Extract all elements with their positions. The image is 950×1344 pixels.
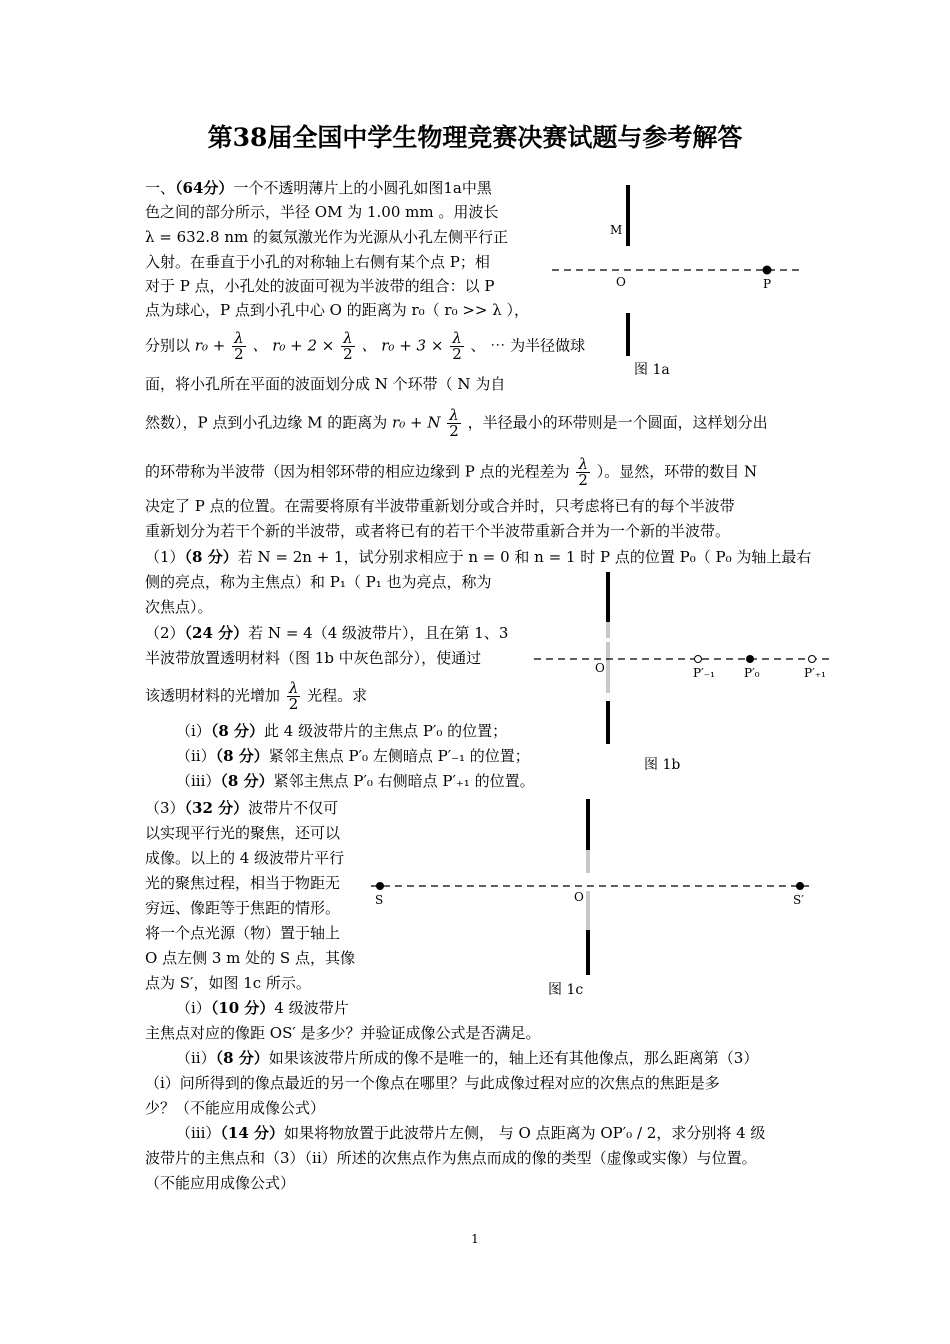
part3-line-1: （3）（32 分）波带片不仅可 [145,799,339,817]
figure-1c [365,795,815,1005]
q1-line-9: 然数），P 点到小孔边缘 M 的距离为 r₀ + N $\frac{\lambda}{2}$ ，半径最小的环带则是一个圆面，这样划分出 [145,406,768,440]
page-number: 1 [471,1232,479,1246]
part3-iii-line-1: （iii）（14 分）如果将物放置于此波带片左侧， 与 O 点距离为 OP′₀ / 2，求分别将 4 级 [176,1124,766,1142]
fig1a-label-m: M [610,223,623,237]
q1-line-2: 色之间的部分所示，半径 OM 为 1.00 mm 。用波长 [145,203,499,221]
fig1b-point-pm1 [695,656,702,663]
part3-line-2: 以实现平行光的聚焦，还可以 [145,824,341,842]
part2-line-3: 该透明材料的光增加 $\frac{\lambda}{2}$ 光程。求 [145,679,368,713]
part2-i: （i）（8 分）此 4 级波带片的主焦点 P′₀ 的位置； [176,722,508,740]
part1-line-3: 次焦点）。 [145,598,213,616]
q1-line-5: 对于 P 点，小孔处的波面可视为半波带的组合：以 P [145,277,495,295]
fig1b-point-p0 [746,655,754,663]
part1-line-1: （1）（8 分）若 N = 2n + 1，试分别求相应于 n = 0 和 n = 1 时 P 点的位置 P₀（ P₀ 为轴上最右 [145,548,812,566]
part3-ii-line-3: 少？（不能应用成像公式） [145,1099,326,1117]
q1-line-4: 入射。在垂直于小孔的对称轴上右侧有某个点 P；相 [145,253,490,271]
fig1a-label-p: P [763,277,772,291]
q1-line-6: 点为球心，P 点到小孔中心 O 的距离为 r₀（ r₀ >> λ ）， [145,301,530,319]
figure-1b [520,568,840,778]
q1-line-7: 分别以 r₀ + $\frac{\lambda}{2}$ 、 r₀ + 2 × $\frac{\lambda}{2}$ 、 r₀ + 3 × $\frac{\lambda}{2}$ 、 ⋯ 为半径做球 [145,329,586,363]
fig1c-point-s-prime [796,882,804,890]
fig1b-label-pp1: P′₊₁ [804,666,826,680]
figure-1a [540,180,820,380]
q1-line-8: 面，将小孔所在平面的波面划分成 N 个环带（ N 为自 [145,375,506,393]
q1-line-3: λ = 632.8 nm 的氦氖激光作为光源从小孔左侧平行正 [145,228,508,246]
fig1b-point-pp1 [809,656,816,663]
part3-i-line-2: 主焦点对应的像距 OS′ 是多少？并验证成像公式是否满足。 [145,1024,541,1042]
part2-line-2: 半波带放置透明材料（图 1b 中灰色部分），使通过 [145,649,482,667]
part3-ii-line-2: （i）问所得到的像点最近的另一个像点在哪里？与此成像过程对应的次焦点的焦距是多 [145,1074,720,1092]
part3-line-7: O 点左侧 3 m 处的 S 点，其像 [145,949,355,967]
fig1a-point-p [763,266,772,275]
part3-i-line-1: （i）（10 分）4 级波带片 [176,999,349,1017]
part3-line-8: 点为 S′，如图 1c 所示。 [145,974,311,992]
part3-line-3: 成像。以上的 4 级波带片平行 [145,849,345,867]
fig1c-caption: 图 1c [548,982,584,998]
fig1b-caption: 图 1b [644,757,681,773]
part3-iii-line-3: （不能应用成像公式） [145,1174,296,1192]
q1-line-12: 重新划分为若干个新的半波带，或者将已有的若干个半波带重新合并为一个新的半波带。 [145,522,731,540]
q1-line-11: 决定了 P 点的位置。在需要将原有半波带重新划分或合并时，只考虑将已有的每个半波带 [145,497,735,515]
fig1b-label-o: O [595,661,605,675]
part3-iii-line-2: 波带片的主焦点和（3）（ii）所述的次焦点作为焦点而成的像的类型（虚像或实像）与位置。 [145,1149,757,1167]
part3-line-4: 光的聚焦过程，相当于物距无 [145,874,341,892]
part2-ii: （ii）（8 分）紧邻主焦点 P′₀ 左侧暗点 P′₋₁ 的位置； [176,747,530,765]
part3-line-5: 穷远、像距等于焦距的情形。 [145,899,341,917]
fig1a-caption: 图 1a [634,362,670,378]
part2-line-1: （2）（24 分）若 N = 4（4 级波带片），且在第 1、3 [145,624,509,642]
fig1a-label-o: O [616,275,626,289]
fig1c-label-s: S [375,893,384,907]
part1-line-2: 侧的亮点，称为主焦点）和 P₁（ P₁ 也为亮点，称为 [145,573,492,591]
part3-ii-line-1: （ii）（8 分）如果该波带片所成的像不是唯一的，轴上还有其他像点，那么距离第（3） [176,1049,759,1067]
fig1b-label-p0: P′₀ [744,666,760,680]
fig1c-label-o: O [574,890,584,904]
part3-line-6: 将一个点光源（物）置于轴上 [145,924,341,942]
fig1b-label-pm1: P′₋₁ [693,666,715,680]
q1-line-1: 一、（64分）一个不透明薄片上的小圆孔如图1a中黑 [145,179,492,197]
fig1c-label-s-prime: S′ [793,893,804,907]
part2-iii: （iii）（8 分）紧邻主焦点 P′₀ 右侧暗点 P′₊₁ 的位置。 [176,772,535,790]
fig1c-point-s [376,882,384,890]
q1-line-10: 的环带称为半波带（因为相邻环带的相应边缘到 P 点的光程差为 $\frac{\lambda}{2}$ ）。显然，环带的数目 N [145,455,758,489]
page-title: 第38届全国中学生物理竞赛决赛试题与参考解答 [207,123,743,152]
